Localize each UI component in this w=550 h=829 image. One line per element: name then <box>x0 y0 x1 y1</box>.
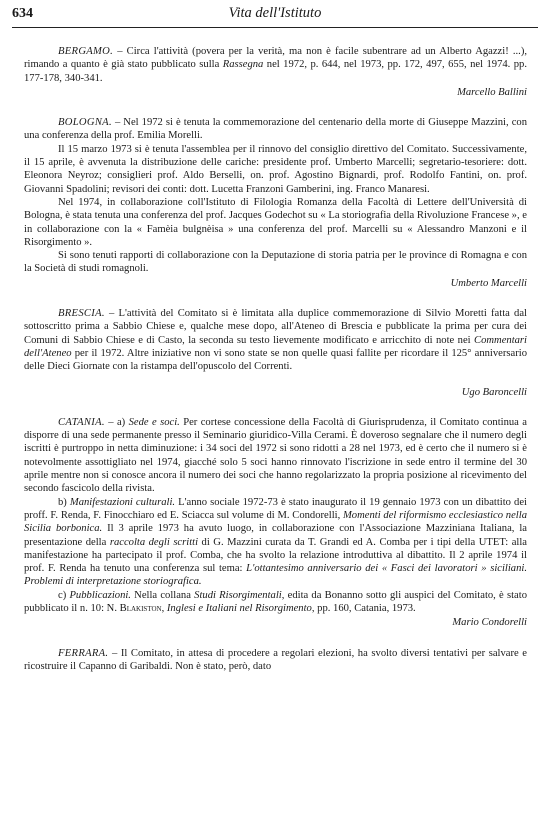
author-name: Blakiston <box>119 602 162 614</box>
paragraph <box>24 45 527 85</box>
series-title: Studi Risorgimentali <box>194 589 282 601</box>
text: nel 1972, p. 644, nel 1973, pp. 172, 497, 655, nel 1974. pp. 177-178, 340-341. <box>24 59 528 84</box>
text: , pp. 160, Catania, 1973. <box>311 602 416 614</box>
text: – L'attività del Comitato si è limitata alla duplice commemorazione di Silvio Moretti fatta dal sottoscritto prima a Sabbio Chiese e, qualche mese dopo, all'Ateneo di Brescia e pubblicate la prima per cura dei Comuni di Sabbio Chiese e di Casto, la seconda su testo lievemente modificato e arricchito di note nei <box>24 308 527 346</box>
text: di G. Mazzini curata da T. Grandi ed A. Comba per i tipi della UTET: alla manifestazione ha partecipato il prof. Comba, che ha svolto la relazione introduttiva al dibattito. Il 2 aprile 1974 il prof. F. Renda ha tenuto una conferenza sul tema: <box>24 536 527 575</box>
text: Nella collana <box>130 589 195 601</box>
text: – a) <box>104 416 129 428</box>
paragraph <box>24 307 527 373</box>
section-catania <box>24 416 527 630</box>
signature: Ugo Baroncelli <box>461 386 527 398</box>
paragraph: Si sono tenuti rapporti di collaborazione con la Deputazione di storia patria per le province di Romagna e con la Società di studi romagnoli. <box>24 250 527 275</box>
header-rule <box>12 27 538 28</box>
text: Per cortese concessione della Facoltà di Giurisprudenza, il Comitato continua a disporre di una sede permanente presso il Seminario giuridico-Villa Cerami. È doveroso segnalare che il numero degli iscritti è purtroppo in netta diminuzione: i 34 soci del 1972 si sono ridotti a 28 nel 1973, ed è certo che il numero si è notevolmente assottigliato nel 1974, giacché solo 5 soci hanno rinnovato l'iscrizione in sede entro il termine del 30 aprile mentre non si conosce ancora il numero dei soci che hanno regolarizzato la propria posizione al ricevimento del secondo fascicolo della rivista. <box>24 416 527 495</box>
journal-title: Rassegna <box>222 59 264 71</box>
text: L'anno sociale 1972-73 è stato inaugurato il 19 gennaio 1973 con un dibattito dei proff. F. Renda, F. Finocchiaro ed E. Sciacca sul volume di M. Condorelli, <box>24 496 527 521</box>
city-heading: CATANIA. <box>58 416 105 428</box>
book-title: Inglesi e Italiani nel Risorgimento <box>166 602 312 614</box>
paragraph <box>24 647 527 674</box>
subheading: Pubblicazioni. <box>69 589 131 601</box>
city-heading: BRESCIA. <box>58 308 105 320</box>
section-bergamo <box>24 45 527 99</box>
text: , <box>161 602 167 614</box>
signature: Marcello Ballini <box>457 86 527 98</box>
text: – Circa l'attività (povera per la verità, ma non è facile subentrare ad un Alberto Agazzi! ...), rimando a quanto è già stato pubblicato sulla <box>24 46 527 71</box>
text: b) <box>58 496 70 508</box>
journal-title: Commentari dell'Ateneo <box>24 334 527 359</box>
paragraph <box>24 416 527 496</box>
subheading: Sede e soci. <box>128 416 180 428</box>
page-header <box>12 7 538 27</box>
paragraph <box>24 589 527 616</box>
section-bologna <box>24 116 527 290</box>
paragraph: Nel 1974, in collaborazione coll'Istituto di Filologia Romanza della Facoltà di Lettere dell'Università di Bologna, è stata tenuta una conferenza del prof. Jacques Godechot su « La storiografia della Rivoluzione Francese », e in collaborazione con la « Famèia bulgnèisa » una conferenza del prof. Marcelli su « Alessandro Manzoni e il Risorgimento ». <box>24 196 527 248</box>
section-ferrara <box>24 647 527 674</box>
text: per il 1972. Altre iniziative non vi sono state se non quelle quasi fallite per ricordare il 125° anniversario delle Dieci Giornate con la ristampa dell'opuscolo del Correnti. <box>24 347 527 373</box>
signature: Mario Condorelli <box>452 617 527 629</box>
city-heading: FERRARA. <box>58 647 109 659</box>
section-brescia <box>24 307 527 399</box>
paragraph: Il 15 marzo 1973 si è tenuta l'assemblea per il rinnovo del consiglio direttivo del Comitato. Successivamente, il 15 aprile, è avvenuta la distribuzione delle cariche: presidente prof. Umberto Marcelli; segretario-tesoriere: dott. Eleonora Neyroz; consiglieri prof. Aldo Berselli, on. prof. Agostino Bignardi, prof. Rodolfo Fantini, on. prof. Giovanni Spadolini; revisori dei conti: dott. Lucetta Franzoni Gamberini, ing. Franco Manaresi. <box>24 143 527 195</box>
subheading: Manifestazioni culturali. <box>69 496 176 508</box>
paragraph <box>24 116 527 143</box>
page-body <box>24 45 527 686</box>
text: c) <box>58 589 70 601</box>
text: – Nel 1972 si è tenuta la commemorazione del centenario della morte di Giuseppe Mazzini, con una conferenza della prof. Emilia Morelli. <box>24 117 527 142</box>
lecture-title: L'ottantesimo anniversario dei « Fasci dei lavoratori » siciliani. Problemi di interpretazione storiografica. <box>24 563 527 588</box>
text: – Il Comitato, in attesa di procedere a regolari elezioni, ha svolto diversi tentativi per salvare e ricostruire il Capanno di Garibaldi. Non è stato, però, dato <box>24 647 527 672</box>
city-heading: BERGAMO. <box>58 46 114 57</box>
text: , edita da Bonanno sotto gli auspici del Comitato, è stato pubblicato il n. 10: N. <box>24 589 527 614</box>
book-title: raccolta degli scritti <box>109 536 199 548</box>
paragraph <box>24 496 527 589</box>
city-heading: BOLOGNA. <box>58 117 112 129</box>
text: Il 3 aprile 1973 ha avuto luogo, in collaborazione con l'Associazione Mazziniana Italiana, la presentazione della <box>24 523 527 548</box>
running-title: Vita dell'Istituto <box>228 5 322 21</box>
page-number: 634 <box>12 6 33 21</box>
signature: Umberto Marcelli <box>450 277 527 289</box>
book-title: Momenti del riformismo ecclesiastico nella Sicilia borbonica. <box>24 509 527 535</box>
